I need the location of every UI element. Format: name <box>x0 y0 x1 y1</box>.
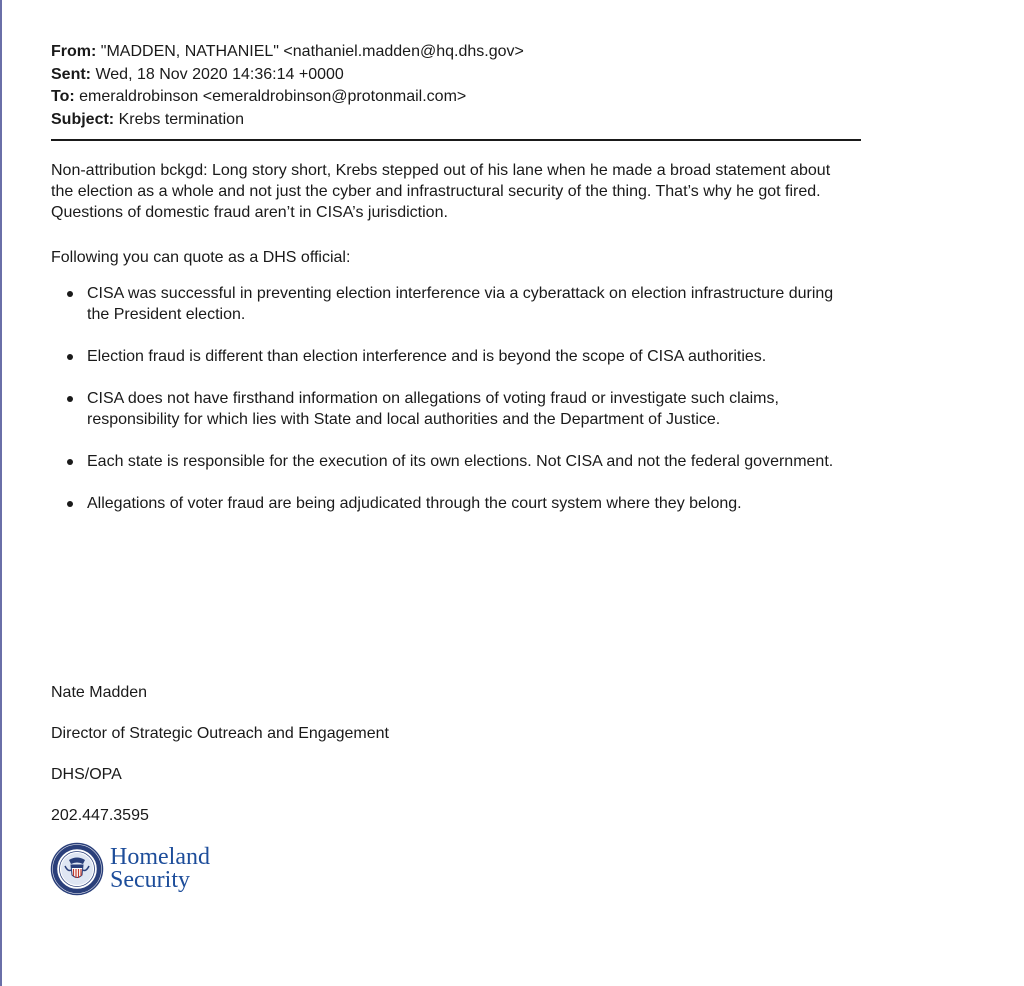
bullet-item <box>51 283 857 325</box>
signature-office: DHS/OPA <box>51 766 122 783</box>
bullet-text: Allegations of voter fraud are being adjudicated through the court system where they belong. <box>87 495 742 512</box>
bullet-item <box>51 493 857 514</box>
bullet-dot-icon <box>67 354 73 360</box>
sent-value: Wed, 18 Nov 2020 14:36:14 +0000 <box>95 65 344 83</box>
email-document <box>51 41 863 535</box>
logo-line-security: Security <box>110 867 190 893</box>
subject-value: Krebs termination <box>118 110 244 128</box>
email-signature <box>51 682 389 846</box>
sent-row <box>51 64 863 87</box>
bullet-item <box>51 451 857 472</box>
signature-title: Director of Strategic Outreach and Engagement <box>51 725 389 742</box>
bullet-dot-icon <box>67 501 73 507</box>
bullet-dot-icon <box>67 459 73 465</box>
body-paragraph-background: Non-attribution bckgd: Long story short, Krebs stepped out of his lane when he made a broad statement about the election as a whole and not just the cyber and infrastructural security of the thing. That’s why he got fired. Questions of domestic fraud aren’t in CISA’s jurisdiction. <box>51 162 831 221</box>
bullet-text: Each state is responsible for the execution of its own elections. Not CISA and not the federal government. <box>87 453 834 470</box>
signature-name: Nate Madden <box>51 684 148 701</box>
quote-bullet-list <box>51 283 863 514</box>
to-row <box>51 86 863 109</box>
subject-label: Subject: <box>51 110 115 128</box>
bullet-text: Election fraud is different than election interference and is beyond the scope of CISA authorities. <box>87 348 767 365</box>
sent-label: Sent: <box>51 65 91 83</box>
bullet-dot-icon <box>67 396 73 402</box>
bullet-item <box>51 388 857 430</box>
subject-row <box>51 109 863 132</box>
bullet-item <box>51 346 857 367</box>
dhs-logo <box>50 842 240 898</box>
homeland-security-wordmark <box>110 846 210 892</box>
email-headers <box>51 41 863 131</box>
to-label: To: <box>51 88 75 105</box>
bullet-dot-icon <box>67 291 73 297</box>
header-divider <box>51 139 861 141</box>
to-value: emeraldrobinson <emeraldrobinson@protonmail.com> <box>79 88 467 105</box>
from-label: From: <box>51 43 97 60</box>
from-value: "MADDEN, NATHANIEL" <nathaniel.madden@hq.dhs.gov> <box>100 43 524 60</box>
bullet-text: CISA was successful in preventing election interference via a cyberattack on election infrastructure during the President election. <box>87 285 834 323</box>
dhs-seal-icon <box>50 842 104 896</box>
body-paragraph-quote-intro: Following you can quote as a DHS official: <box>51 249 351 266</box>
page-left-border <box>0 0 2 986</box>
logo-line-homeland: Homeland <box>110 844 210 870</box>
from-row <box>51 41 863 64</box>
bullet-text: CISA does not have firsthand information on allegations of voting fraud or investigate such claims, responsibility for which lies with State and local authorities and the Department of Justice. <box>87 390 779 428</box>
signature-phone: 202.447.3595 <box>51 807 149 824</box>
